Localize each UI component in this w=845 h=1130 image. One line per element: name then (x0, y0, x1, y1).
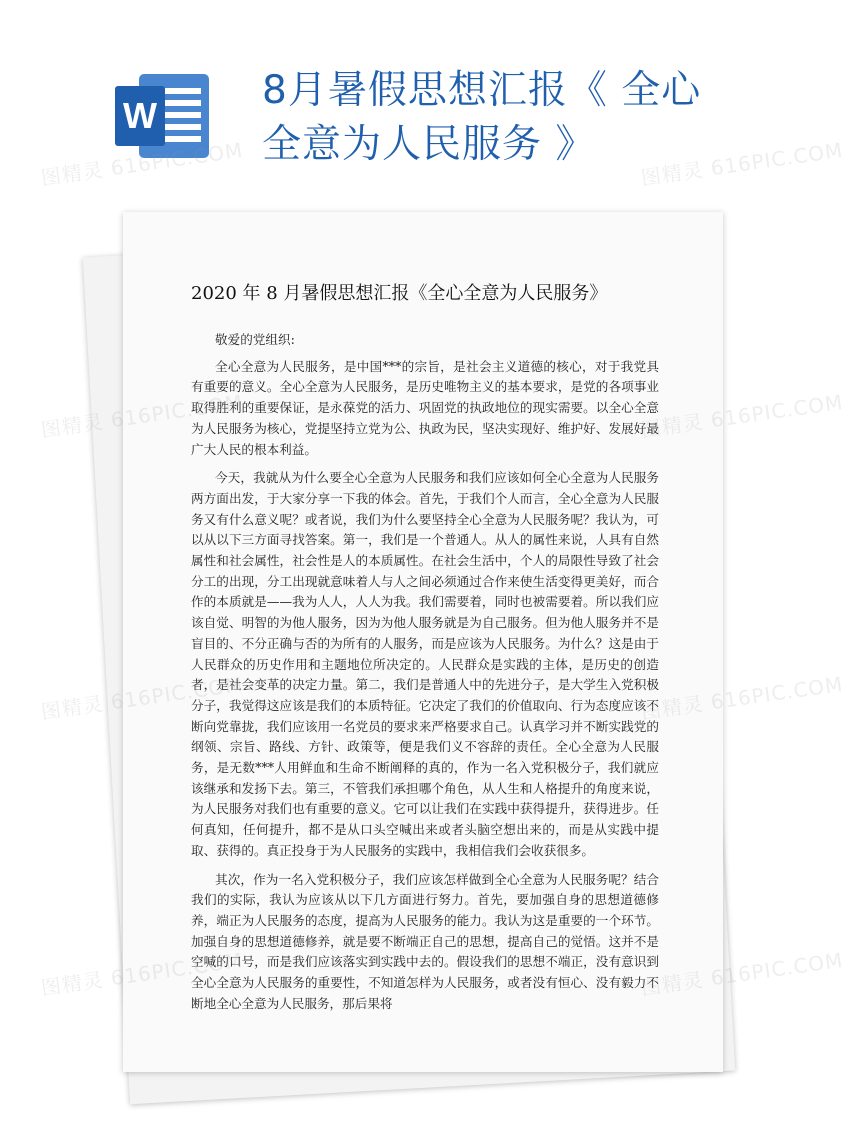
watermark: 图精灵 (39, 691, 106, 725)
paragraph-3: 其次，作为一名入党积极分子，我们应该怎样做到全心全意为人民服务呢？结合我们的实际，我认为应该从以下几方面进行努力。首先，要加强自身的思想道德修养，端正为人民服务的态度，提高为人民服务的能力。我认为这是重要的一个环节。加强自身的思想道德修养，就是要不断端正自己的思想，提高自己的觉悟。这并不是空喊的口号，而是我们应该落实到实践中去的。假设我们的思想不端正，没有意识到全心全意为人民服务的重要性，不知道怎样为人民服务，或者没有恒心、没有毅力不断地全心全意为人民服务，那后果将 (191, 871, 659, 1011)
paragraph-1: 全心全意为人民服务，是中国***的宗旨，是社会主义道德的核心，对于我党具有重要的意义。全心全意为人民服务，是历史唯物主义的基本要求，是党的各项事业取得胜利的重要保证，是永葆党的活力、巩固党的执政地位的现实需要。以全心全意为人民服务为核心，党提坚持立党为公、执政为民，坚决实现好、维护好、发展好最广大人民的根本利益。 (191, 358, 659, 457)
word-document-icon (113, 70, 213, 162)
document-heading: 2020 年 8 月暑假思想汇报《全心全意为人民服务》 (191, 283, 608, 304)
document-body (191, 330, 659, 1023)
header-banner (0, 0, 800, 200)
greeting-line: 敬爱的党组织: (215, 332, 295, 347)
watermark: 图精灵 (39, 967, 106, 1001)
watermark: 图精灵 616PIC.COM (639, 671, 845, 725)
word-icon-letter: W (123, 95, 157, 136)
watermark: 图精灵 (39, 409, 106, 443)
watermark: 图精灵 616PIC.COM (639, 389, 845, 443)
paragraph-2: 今天，我就从为什么要全心全意为人民服务和我们应该如何全心全意为人民服务两方面出发，于大家分享一下我的体会。首先，于我们个人而言，全心全意为人民服务又有什么意义呢？或者说，我们为什么要坚持全心全意为人民服务呢？我认为，可以从以下三方面寻找答案。第一，我们是一个普通人。从人的属性来说，人具有自然属性和社会属性，社会性是人的本质属性。在社会生活中，个人的局限性导致了社会分工的出现，分工出现就意味着人与人之间必须通过合作来使生活变得更美好，而合作的本质就是——我为人人，人人为我。我们需要着，同时也被需要着。所以我们应该自觉、明智的为他人服务，因为为他人服务就是为自己服务。但为他人服务并不是盲目的、不分正确与否的为所有的人服务，而是应该为人民服务。为什么？这是由于人民群众的历史作用和主题地位所决定的。人民群众是实践的主体，是历史的创造者，是社会变革的决定力量。第二，我们是普通人中的先进分子，是大学生入党积极分子，我觉得这应该是我们的本质特征。它决定了我们的价值取向、行为态度应该不断向党靠拢，我们应该用一名党员的要求来严格要求自己。认真学习并不断实践党的纲领、宗旨、路线、方针、政策等，便是我们义不容辞的责任。全心全意为人民服务，是无数***人用鲜血和生命不断阐释的真的，作为一名入党积极分子，我们就应该继承和发扬下去。第三，不管我们承担哪个角色，从人生和人格提升的角度来说，为人民服务对我们也有重要的意义。它可以让我们在实践中获得提升，获得进步。任何真知，任何提升，都不是从口头空喊出来或者头脑空想出来的，而是从实践中提取、获得的。真正投身于为人民服务的实践中，我相信我们会收获很多。 (191, 470, 659, 858)
watermark: 图精灵 616PIC.COM (39, 137, 245, 191)
page-title: 8月暑假思想汇报《 全心全意为人民服务 》 (262, 68, 702, 167)
watermark: 图精灵 616PIC.COM (639, 137, 845, 191)
watermark: 图精灵 616PIC.COM (639, 947, 845, 1001)
document-page (123, 212, 723, 1072)
